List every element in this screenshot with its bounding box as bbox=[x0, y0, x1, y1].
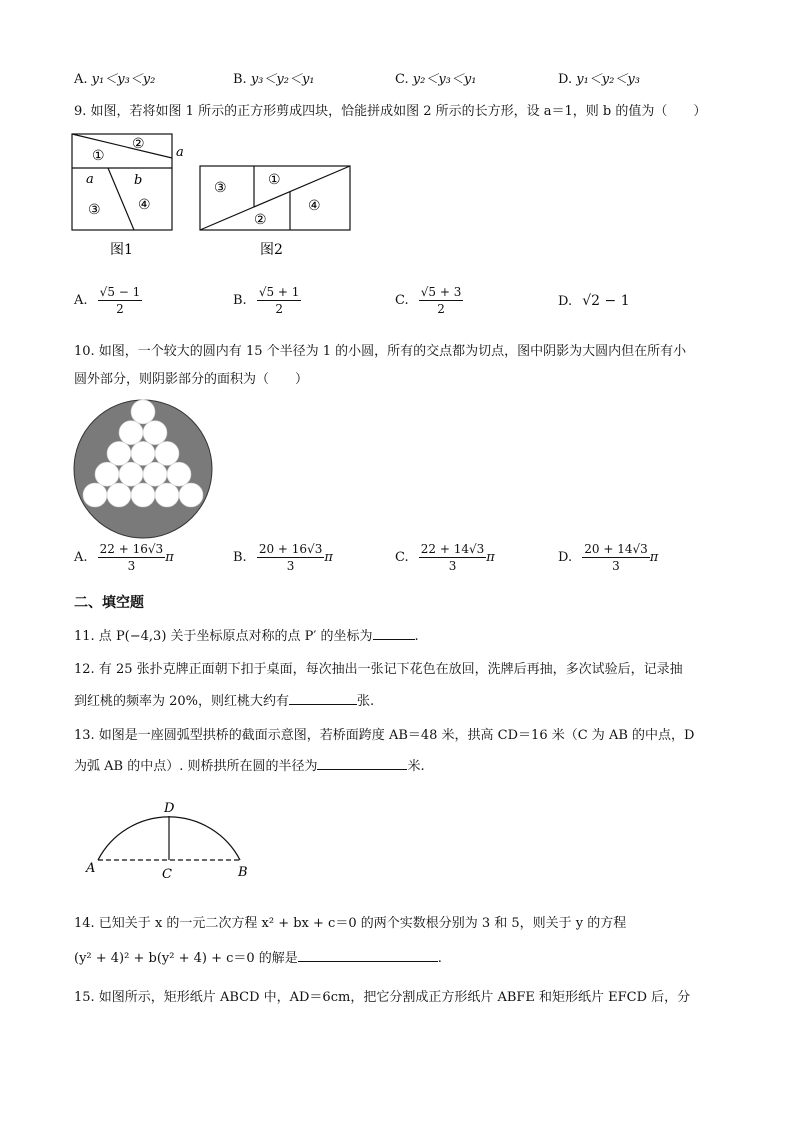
fig2-label-1: ① bbox=[268, 172, 281, 188]
q14-answer-blank[interactable] bbox=[298, 949, 438, 962]
q10-stem-line2: 圆外部分，则阴影部分的面积为（ ） bbox=[74, 372, 309, 387]
fig1-label-a: a bbox=[86, 172, 94, 187]
q11-answer-blank[interactable] bbox=[373, 627, 415, 640]
q9-option-a: A. $\frac{√5 - 1}{2}$ bbox=[74, 285, 141, 316]
small-circle bbox=[131, 441, 155, 465]
label-d: D bbox=[164, 801, 175, 816]
small-circle bbox=[95, 462, 119, 486]
q12-answer-blank[interactable] bbox=[289, 692, 357, 705]
label-b: B bbox=[238, 865, 248, 880]
small-circle bbox=[107, 441, 131, 465]
label-c: C bbox=[162, 867, 172, 882]
small-circle bbox=[167, 462, 191, 486]
q13-line1: 13. 如图是一座圆弧型拱桥的截面示意图，若桥面跨度 AB＝48 米，拱高 CD＝16 米（C 为 AB 的中点，D bbox=[74, 728, 695, 743]
fig2-caption: 图2 bbox=[260, 242, 283, 258]
small-circle bbox=[119, 421, 143, 445]
small-circle bbox=[155, 441, 179, 465]
q8-option-c: C. y₂＜y₃＜y₁ bbox=[395, 72, 477, 87]
q9-figure-1 bbox=[72, 134, 184, 258]
small-circle bbox=[179, 483, 203, 507]
small-circle bbox=[131, 483, 155, 507]
q12-line2: 到红桃的频率为 20%，则红桃大约有 张. bbox=[74, 694, 375, 709]
q8-option-d: D. y₁＜y₂＜y₃ bbox=[558, 72, 640, 87]
q10-option-a: A. $\frac{22 + 16√3}{3}$ π bbox=[74, 542, 174, 573]
small-circle bbox=[155, 483, 179, 507]
fig1-label-b: b bbox=[134, 173, 143, 188]
fig1-label-4: ④ bbox=[138, 197, 151, 213]
q10-option-b: B. $\frac{20 + 16√3}{3}$ π bbox=[233, 542, 333, 573]
q13-line2: 为弧 AB 的中点）. 则桥拱所在圆的半径为 米. bbox=[74, 759, 425, 774]
q11: 11. 点 P(−4,3) 关于坐标原点对称的点 P′ 的坐标为 . bbox=[74, 629, 419, 644]
fig2-label-2: ② bbox=[254, 212, 267, 228]
q9-option-c-fraction: $\frac{√5 + 3}{2}$ bbox=[420, 285, 462, 316]
label-a: A bbox=[86, 861, 96, 876]
fig1-label-2: ② bbox=[132, 136, 145, 152]
q10-circle-figure bbox=[72, 398, 216, 542]
q15-line1: 15. 如图所示，矩形纸片 ABCD 中，AD＝6cm，把它分割成正方形纸片 ABFE 和矩形纸片 EFCD 后，分 bbox=[74, 990, 691, 1005]
small-circle bbox=[131, 400, 155, 424]
section-title-fill-in: 二、填空题 bbox=[74, 595, 144, 611]
q9-option-c: C. $\frac{√5 + 3}{2}$ bbox=[395, 285, 462, 316]
q12-line1: 12. 有 25 张扑克牌正面朝下扣于桌面，每次抽出一张记下花色在放回，洗牌后再抽，多次试验后，记录抽 bbox=[74, 662, 683, 677]
q9-option-d: D. √2 − 1 bbox=[558, 293, 630, 309]
q9-figures bbox=[70, 128, 360, 268]
fig1-label-3: ③ bbox=[88, 202, 101, 218]
q8-option-b: B. y₃＜y₂＜y₁ bbox=[233, 72, 315, 87]
q9-option-b: B. $\frac{√5 + 1}{2}$ bbox=[233, 285, 300, 316]
q8-option-a: A. y₁＜y₃＜y₂ bbox=[74, 72, 156, 87]
fig1-caption: 图1 bbox=[110, 242, 133, 258]
q9-option-a-fraction: $\frac{√5 - 1}{2}$ bbox=[99, 285, 141, 316]
small-circle bbox=[83, 483, 107, 507]
q9-stem: 9. 如图，若将如图 1 所示的正方形剪成四块，恰能拼成如图 2 所示的长方形，设 a＝1，则 b 的值为（ ） bbox=[74, 104, 707, 119]
fig2-label-4: ④ bbox=[308, 198, 321, 214]
fig1-label-1: ① bbox=[92, 148, 105, 164]
small-circle bbox=[119, 462, 143, 486]
q10-option-c: C. $\frac{22 + 14√3}{3}$ π bbox=[395, 542, 495, 573]
fig2-label-3: ③ bbox=[214, 180, 227, 196]
q9-option-b-fraction: $\frac{√5 + 1}{2}$ bbox=[258, 285, 300, 316]
q14-line2: (y² + 4)² + b(y² + 4) + c＝0 的解是 . bbox=[74, 951, 442, 966]
small-circle bbox=[143, 462, 167, 486]
q13-bridge-figure bbox=[80, 796, 260, 886]
small-circle bbox=[107, 483, 131, 507]
q10-option-d: D. $\frac{20 + 14√3}{3}$ π bbox=[558, 542, 659, 573]
q13-answer-blank[interactable] bbox=[317, 757, 407, 770]
q14-line1: 14. 已知关于 x 的一元二次方程 x² + bx + c＝0 的两个实数根分别为 3 和 5，则关于 y 的方程 bbox=[74, 916, 627, 931]
small-circle bbox=[143, 421, 167, 445]
q10-stem-line1: 10. 如图，一个较大的圆内有 15 个半径为 1 的小圆，所有的交点都为切点，图中阴影为大圆内但在所有小 bbox=[74, 344, 687, 359]
q9-figure-2 bbox=[200, 166, 350, 258]
fig1-label-a-side: a bbox=[176, 145, 184, 160]
